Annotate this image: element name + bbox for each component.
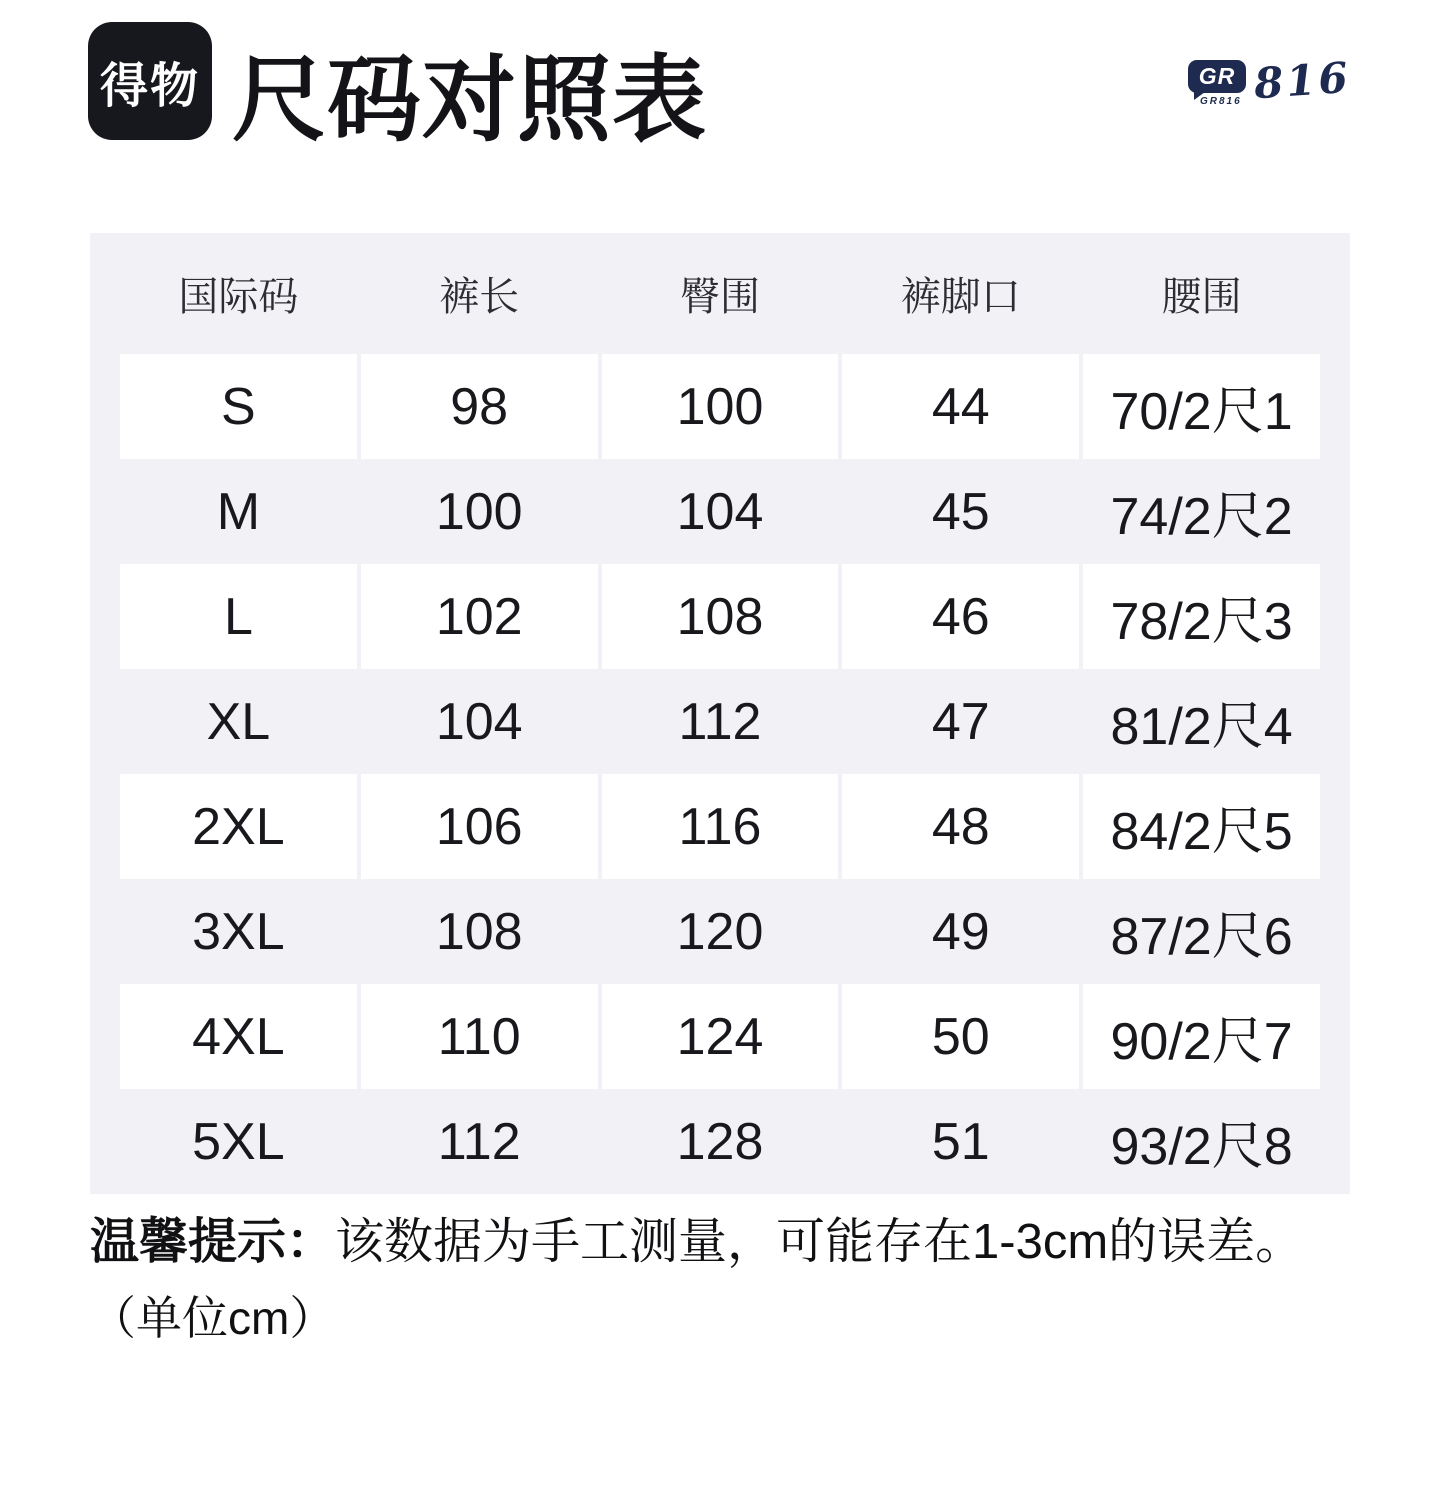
table-cell: 87/2尺6 [1110,908,1293,966]
table-cell: 110 [361,984,598,1089]
table-cell: 45 [931,482,990,541]
dewu-logo-text: 得物 [99,59,200,113]
table-header-row [90,233,1350,354]
table-cell: 4XL [120,984,357,1089]
column-header: 臀围 [679,275,760,319]
table-cell: 100 [435,482,523,541]
table-cell: 93/2尺8 [1110,1118,1293,1176]
table-cell: 98 [361,354,598,459]
table-row [90,879,1350,984]
note-label: 温馨提示： [90,1215,336,1269]
table-cell: 78/2尺3 [1083,564,1320,669]
gr-bubble-wrap [1188,60,1246,107]
table-cell: 106 [361,774,598,879]
table-cell: 116 [602,774,839,879]
table-cell: 44 [842,354,1079,459]
table-cell: 2XL [120,774,357,879]
gr816-script-text: 816 [1252,52,1353,109]
table-cell: L [120,564,357,669]
page-title: 尺码对照表 [232,47,708,152]
table-cell: 3XL [192,902,285,961]
table-cell: 48 [842,774,1079,879]
table-row [90,1089,1350,1194]
table-cell: 100 [602,354,839,459]
gr-speech-bubble-icon [1188,60,1246,93]
table-cell: 90/2尺7 [1083,984,1320,1089]
note-unit: （单位cm） [90,1292,336,1344]
table-cell: 81/2尺4 [1110,698,1293,756]
table-row [90,984,1350,1089]
table-cell: 104 [435,692,523,751]
table-cell: M [216,482,261,541]
table-cell: 112 [437,1112,521,1171]
table-cell: 49 [931,902,990,961]
table-cell: 70/2尺1 [1083,354,1320,459]
table-cell: 128 [676,1112,764,1171]
table-cell: 74/2尺2 [1110,488,1293,546]
table-cell: 124 [602,984,839,1089]
column-header: 腰围 [1161,275,1242,319]
table-row [90,564,1350,669]
table-cell: XL [206,692,271,751]
table-cell: 5XL [192,1112,285,1171]
note-text: 该数据为手工测量，可能存在1-3cm的误差。 [335,1215,1305,1269]
column-header: 裤长 [439,275,520,319]
table-row [90,354,1350,459]
gr-bubble-text: GR [1198,63,1236,89]
column-header: 裤脚口 [900,275,1021,319]
table-row [90,669,1350,774]
column-header: 国际码 [178,275,299,319]
table-cell: S [120,354,357,459]
table-cell: 108 [602,564,839,669]
size-table [90,233,1350,1194]
table-cell: 51 [931,1112,990,1171]
table-row [90,459,1350,564]
table-cell: 84/2尺5 [1083,774,1320,879]
table-cell: 112 [678,692,762,751]
table-cell: 50 [842,984,1079,1089]
table-cell: 46 [842,564,1079,669]
table-cell: 102 [361,564,598,669]
table-cell: 104 [676,482,764,541]
gr816-brand-logo [1188,52,1353,109]
table-cell: 47 [931,692,990,751]
table-cell: 120 [676,902,764,961]
table-row [90,774,1350,879]
gr816-sub-text: GR816 [1200,96,1242,107]
dewu-logo [88,22,212,140]
disclaimer-note [90,1212,1304,1346]
note-line1 [90,1212,1304,1272]
table-cell: 108 [435,902,523,961]
